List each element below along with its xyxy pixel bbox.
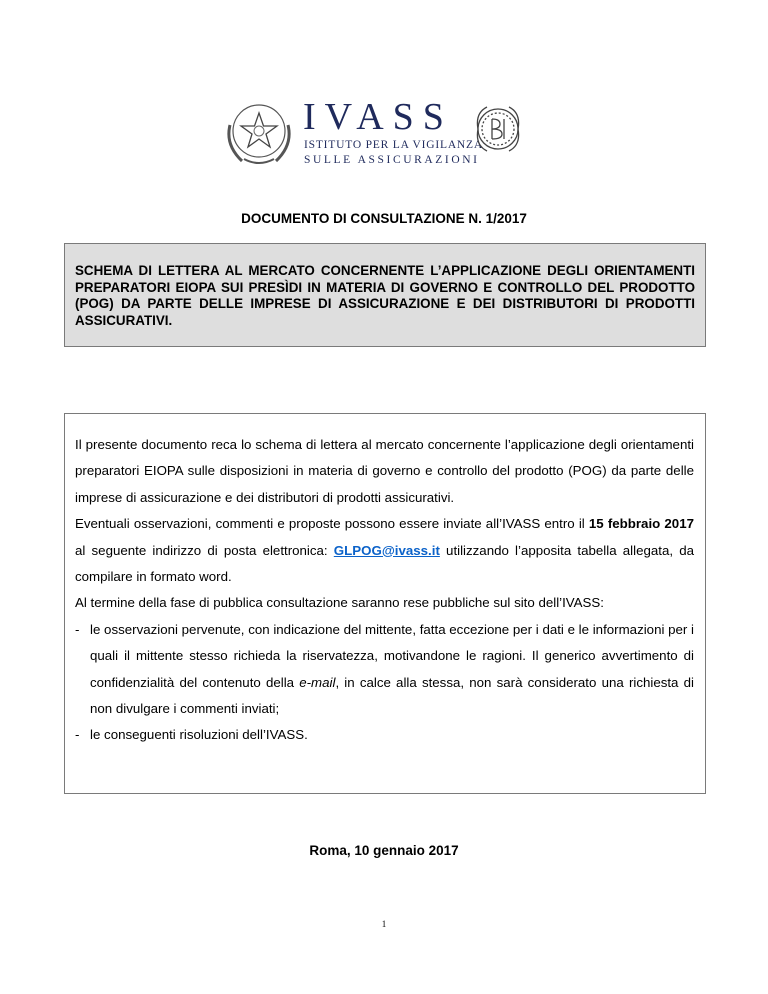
list-item-1-text-b: , in calce alla stessa, non sarà considerato una richiesta di non divulgare i commenti inviati;	[90, 674, 694, 717]
intro-paragraph-2	[75, 511, 694, 590]
intro-paragraph-1: Il presente documento reca lo schema di lettera al mercato concernente l’applicazione degli orientamenti preparatori EIOPA sulle disposizioni in materia di governo e controllo del prodotto (POG) da parte delle imprese di assicurazione e dei distributori di prodotti assicurativi.	[75, 437, 694, 505]
schema-title-text: SCHEMA DI LETTERA AL MERCATO CONCERNENTE L’APPLICAZIONE DEGLI ORIENTAMENTI PREPARATORI EIOPA SUI PRESÌDI IN MATERIA DI GOVERNO E CONTROLLO DEL PRODOTTO (POG) DA PARTE DELLE IMPRESE DI ASSICURAZIONE E DEI DISTRIBUTORI DI PRODOTTI ASSICURATIVI.	[75, 263, 695, 328]
list-item	[75, 722, 694, 748]
logo-subtitle-line2: SULLE ASSICURAZIONI	[304, 154, 480, 166]
list-item-2-text: le conseguenti risoluzioni dell’IVASS.	[90, 727, 308, 743]
schema-title-box	[64, 243, 706, 347]
intro-paragraph-3: Al termine della fase di pubblica consultazione saranno rese pubbliche sul sito dell’IVASS:	[75, 595, 604, 611]
list-item-text	[90, 617, 694, 723]
document-date: Roma, 10 gennaio 2017	[309, 843, 459, 858]
email-link[interactable]: GLPOG@ivass.it	[333, 542, 440, 558]
list-item	[75, 617, 694, 723]
logo-subtitle-line1: ISTITUTO PER LA VIGILANZA	[304, 139, 483, 151]
intro-content	[75, 432, 694, 749]
intro-paragraph-2-text-a: Eventuali osservazioni, commenti e proposte possono essere inviate all’IVASS entro il	[75, 516, 589, 532]
page-number: 1	[381, 919, 387, 929]
intro-paragraph-2-text-b: al seguente indirizzo di posta elettronica:	[75, 542, 334, 558]
banca-d-italia-seal-icon	[473, 101, 523, 157]
ivass-logo	[220, 95, 520, 175]
logo-main-text: IVASS	[303, 96, 453, 138]
italian-republic-emblem-icon	[220, 95, 298, 171]
list-item-1-text-a: le osservazioni pervenute, con indicazione del mittente, fatta eccezione per i dati e le informazioni per i quali il mittente stesso richieda la riservatezza, motivandone le ragioni. Il generico avvertimento di confidenzialità del contenuto della	[90, 621, 694, 690]
document-title: DOCUMENTO DI CONSULTAZIONE N. 1/2017	[241, 211, 527, 226]
intro-paragraph-2-text-c: utilizzando l’apposita tabella allegata, da compilare in formato word.	[75, 542, 694, 585]
deadline-date: 15 febbraio 2017	[588, 516, 694, 532]
bullet-marker: -	[75, 727, 80, 743]
email-word: e-mail	[299, 674, 336, 690]
bullet-marker: -	[75, 621, 80, 637]
intro-box	[64, 413, 706, 794]
